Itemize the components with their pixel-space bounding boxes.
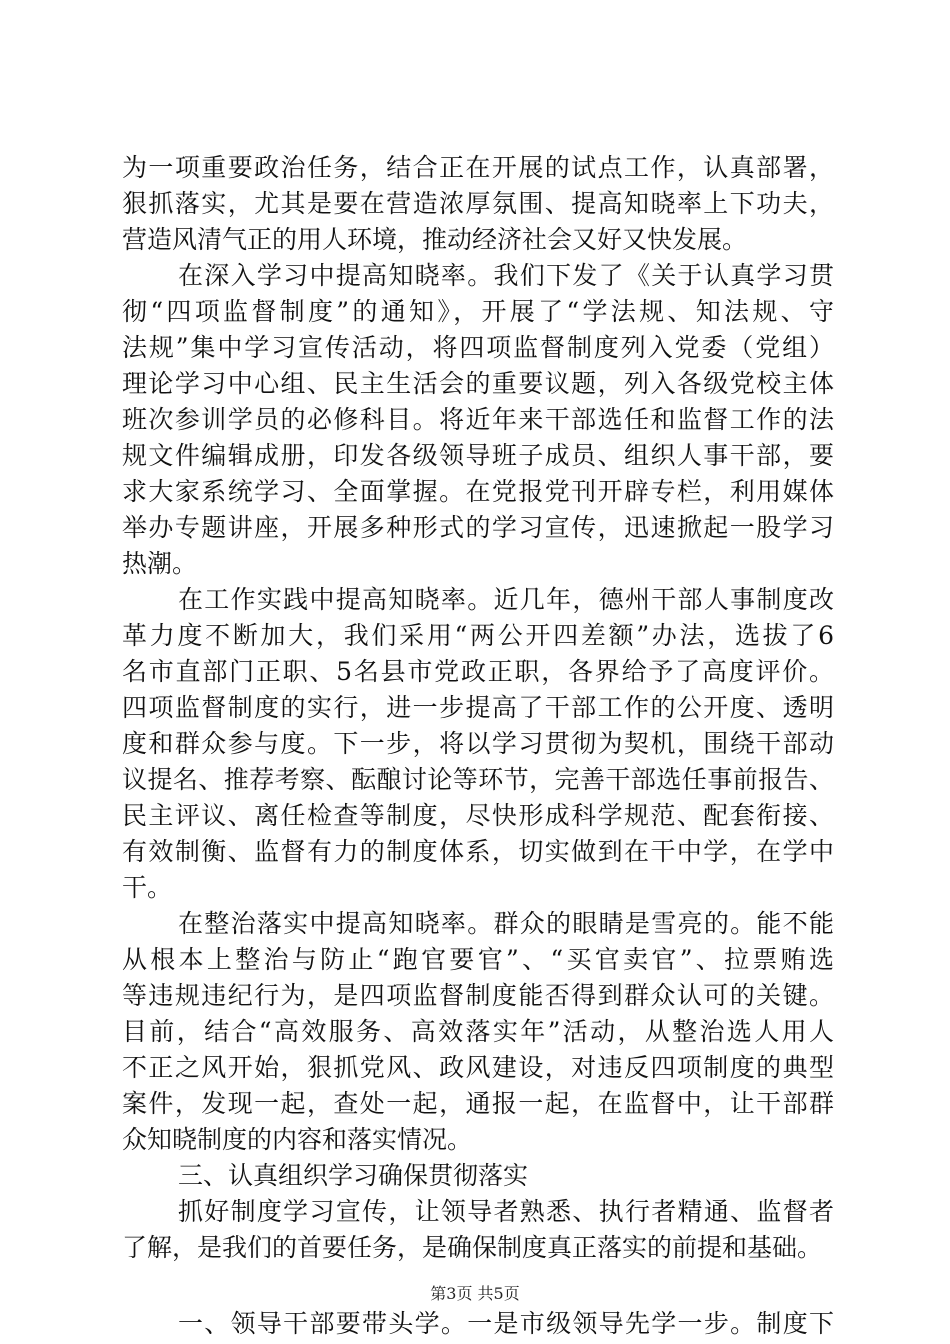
text-line: 理论学习中心组、民主生活会的重要议题，列入各级党校主体 xyxy=(122,369,834,398)
section-heading: 三、认真组织学习确保贯彻落实 xyxy=(178,1161,529,1190)
paragraph-start-line: 在深入学习中提高知晓率。我们下发了《关于认真学习贯 xyxy=(178,261,834,290)
text-line: 民主评议、离任检查等制度，尽快形成科学规范、配套衔接、 xyxy=(122,801,834,830)
text-line: 法规”集中学习宣传活动，将四项监督制度列入党委（党组） xyxy=(122,333,834,362)
text-line: 目前，结合“高效服务、高效落实年”活动，从整治选人用人 xyxy=(122,1017,834,1046)
paragraph-start-line: 抓好制度学习宣传，让领导者熟悉、执行者精通、监督者 xyxy=(178,1197,834,1226)
text-line: 议提名、推荐考察、酝酿讨论等环节，完善干部选任事前报告、 xyxy=(122,765,834,794)
text-line: 度和群众参与度。下一步，将以学习贯彻为契机，围绕干部动 xyxy=(122,729,834,758)
text-line: 干。 xyxy=(122,873,173,902)
text-line: 营造风清气正的用人环境，推动经济社会又好又快发展。 xyxy=(122,225,748,254)
text-line: 了解，是我们的首要任务，是确保制度真正落实的前提和基础。 xyxy=(122,1233,823,1262)
text-line: 从根本上整治与防止“跑官要官”、“买官卖官”、拉票贿选 xyxy=(122,945,834,974)
text-line: 等违规违纪行为，是四项监督制度能否得到群众认可的关键。 xyxy=(122,981,834,1010)
text-line: 四项监督制度的实行，进一步提高了干部工作的公开度、透明 xyxy=(122,693,834,722)
text-line: 不正之风开始，狠抓党风、政风建设，对违反四项制度的典型 xyxy=(122,1053,834,1082)
page-number-footer: 第3页 共5页 xyxy=(430,1284,520,1303)
text-line: 众知晓制度的内容和落实情况。 xyxy=(122,1125,473,1154)
text-line: 案件，发现一起，查处一起，通报一起，在监督中，让干部群 xyxy=(122,1089,834,1118)
document-body xyxy=(122,150,834,1342)
text-line: 狠抓落实，尤其是要在营造浓厚氛围、提高知晓率上下功夫， xyxy=(122,189,834,218)
text-line: 彻“四项监督制度”的通知》，开展了“学法规、知法规、守 xyxy=(122,297,834,326)
text-line: 名市直部门正职、5名县市党政正职，各界给予了高度评价。 xyxy=(122,657,834,686)
text-line: 班次参训学员的必修科目。将近年来干部选任和监督工作的法 xyxy=(122,405,834,434)
text-line: 革力度不断加大，我们采用“两公开四差额”办法，选拔了6 xyxy=(122,621,834,650)
text-line: 规文件编辑成册，印发各级领导班子成员、组织人事干部，要 xyxy=(122,441,834,470)
text-line: 为一项重要政治任务，结合正在开展的试点工作，认真部署， xyxy=(122,153,834,182)
text-line: 热潮。 xyxy=(122,549,198,578)
paragraph-start-line: 在工作实践中提高知晓率。近几年，德州干部人事制度改 xyxy=(178,585,834,614)
paragraph-start-line: 在整治落实中提高知晓率。群众的眼睛是雪亮的。能不能 xyxy=(178,909,834,938)
text-line: 举办专题讲座，开展多种形式的学习宣传，迅速掀起一股学习 xyxy=(122,513,834,542)
text-line: 有效制衡、监督有力的制度体系，切实做到在干中学，在学中 xyxy=(122,837,834,866)
paragraph-start-line: 一、领导干部要带头学。一是市级领导先学一步。制度下 xyxy=(178,1309,834,1338)
text-line: 求大家系统学习、全面掌握。在党报党刊开辟专栏，利用媒体 xyxy=(122,477,834,506)
